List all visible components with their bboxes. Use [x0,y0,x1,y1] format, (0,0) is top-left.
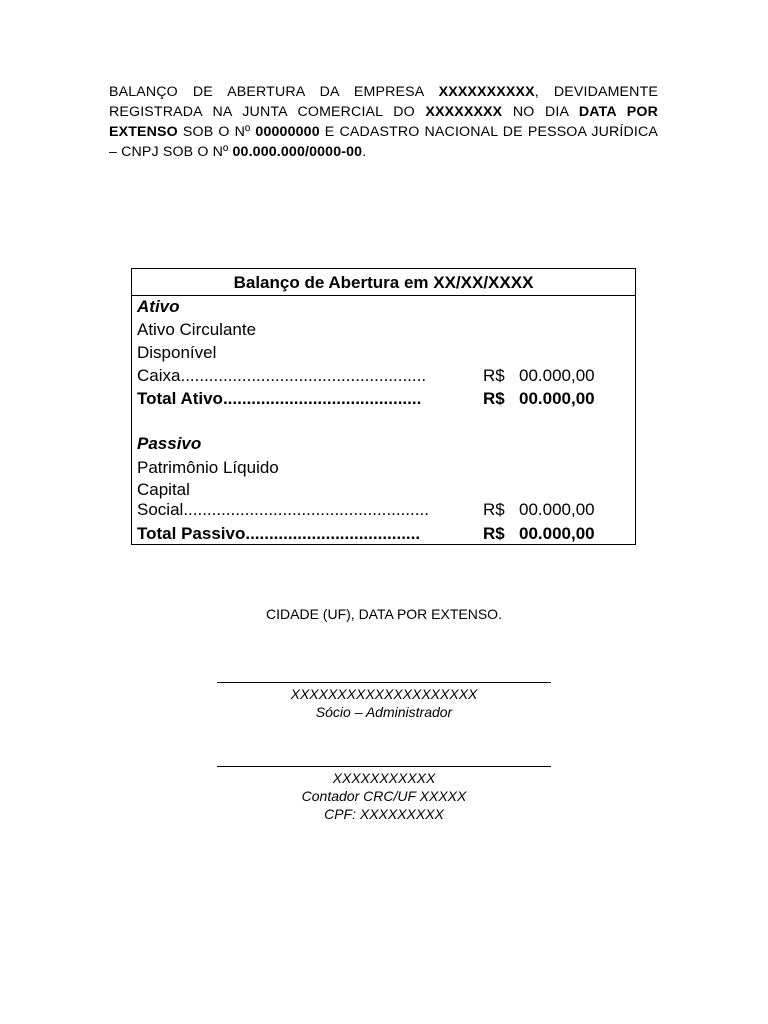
caixa-label: Caixa [137,366,181,385]
intro-text-5: E CADASTRO NACIONAL DE PESSOA JURÍDICA – CNPJ SOB O Nº [109,124,658,160]
registry-state: XXXXXXXX [425,104,503,120]
cnpj-number: 00.000.000/0000-00 [232,144,363,160]
intro-paragraph [109,82,658,162]
social-value: 00.000,00 [519,500,595,519]
intro-text-6: . [362,144,367,160]
total-passivo-currency: R$ [483,524,505,543]
partner-name: XXXXXXXXXXXXXXXXXXXX [290,686,478,702]
registration-number: 00000000 [255,124,320,140]
partner-role: Sócio – Administrador [315,704,453,720]
total-passivo-value: 00.000,00 [519,524,595,543]
intro-text-4: SOB O Nº [177,124,256,140]
accountant-cpf: CPF: XXXXXXXXX [324,806,444,822]
partner-signature-line [217,682,551,683]
accountant-name: XXXXXXXXXXX [332,770,436,786]
intro-text-3: NO DIA [502,104,579,120]
disponivel-label: Disponível [137,343,217,362]
registration-date: DATA POR EXTENSO [109,104,659,140]
total-ativo-row [137,388,632,416]
total-ativo-label-cell [137,388,467,410]
total-passivo-row [137,523,632,551]
social-currency: R$ [483,500,505,519]
social-label: Social [137,500,184,519]
balance-title: Balanço de Abertura em XX/XX/XXXX [132,269,635,296]
caixa-currency: R$ [483,366,505,385]
total-passivo-leader-dots: ..................................... [245,524,421,543]
social-leader-dots: .................................................... [183,500,429,519]
intro-text-2: , DEVIDAMENTE REGISTRADA NA JUNTA COMERCIAL DO [109,84,658,120]
ativo-circulante-label: Ativo Circulante [137,320,257,339]
total-passivo-label: Total Passivo [137,524,246,543]
total-ativo-label: Total Ativo [137,389,223,408]
caixa-leader-dots: .................................................... [180,366,427,385]
total-passivo-label-cell [137,523,467,545]
patrimonio-liquido-label: Patrimônio Líquido [137,458,279,477]
partner-signature-block [0,682,768,721]
company-name: XXXXXXXXXX [438,84,535,100]
total-ativo-currency: R$ [483,389,505,408]
place-and-date: CIDADE (UF), DATA POR EXTENSO. [266,606,502,622]
caixa-label-cell [137,365,467,387]
accountant-signature-line [217,766,551,767]
ativo-header: Ativo [137,297,180,316]
passivo-header: Passivo [137,434,202,453]
intro-text-1: BALANÇO DE ABERTURA DA EMPRESA [109,84,439,100]
social-label-cell [137,499,467,521]
accountant-crc: Contador CRC/UF XXXXX [301,788,467,804]
capital-label: Capital [137,480,190,499]
caixa-value: 00.000,00 [519,366,595,385]
accountant-signature-block [0,766,768,823]
total-ativo-leader-dots: .......................................... [222,389,422,408]
total-ativo-value: 00.000,00 [519,389,595,408]
opening-balance-table [131,268,636,545]
